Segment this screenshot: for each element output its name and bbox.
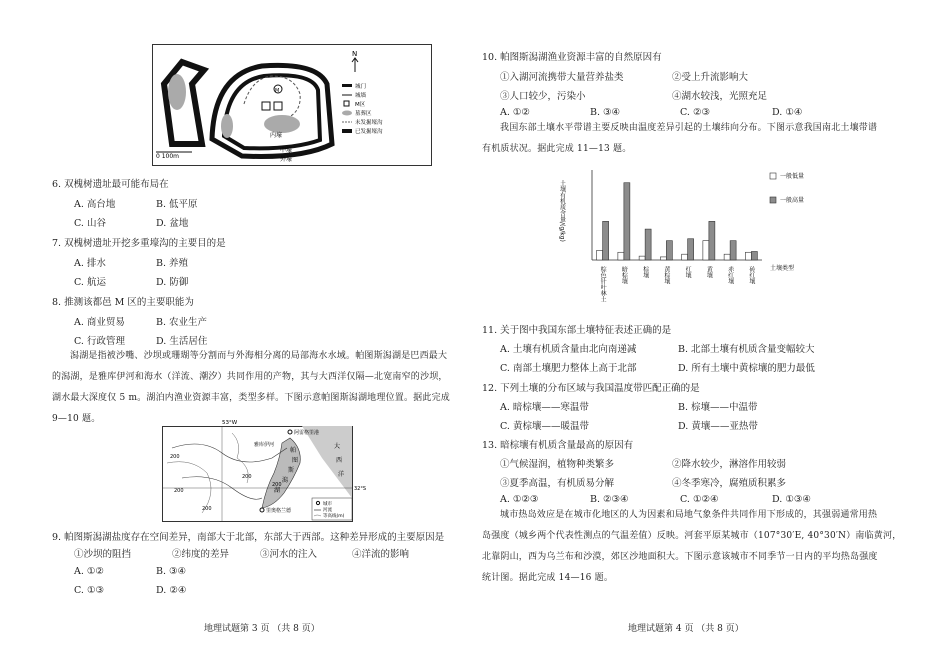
svg-text:城市: 城市 <box>323 502 332 507</box>
lagoon-map <box>162 418 410 522</box>
bar-low-6 <box>724 254 730 260</box>
q7-option-d[interactable]: D. 防御 <box>156 277 189 288</box>
legend-label-0: 一般低量 <box>780 173 805 180</box>
bar-low-0 <box>597 250 603 260</box>
x-tick-label-0: 棕色针叶林土 <box>599 266 607 302</box>
q8-stem: 8. 推测该都邑 M 区的主要职能为 <box>52 297 194 308</box>
x-tick-label-3: 黄棕壤 <box>662 266 670 284</box>
svg-text:城墙: 城墙 <box>355 93 367 99</box>
lon-label: 53°W <box>222 420 238 426</box>
q10-option-a[interactable]: A. ①② <box>500 107 530 118</box>
bar-high-7 <box>751 252 757 261</box>
x-tick-label-5: 黄壤 <box>705 266 713 278</box>
q9-option-d[interactable]: D. ②④ <box>156 585 187 596</box>
bar-low-5 <box>703 241 709 260</box>
svg-text:200: 200 <box>170 454 180 460</box>
x-axis-label: 土壤类型 <box>770 265 795 272</box>
bar-high-1 <box>624 183 630 260</box>
bar-low-7 <box>745 252 751 260</box>
q11-option-c[interactable]: C. 南部土壤肥力整体上高于北部 <box>500 363 637 374</box>
bar-high-2 <box>645 229 651 260</box>
north-arrow-label: N <box>352 50 358 58</box>
lat-label: 32°S <box>354 486 367 492</box>
q10-item-1: ①入湖河流携带大量营养盐类 <box>500 72 624 83</box>
q6-option-d[interactable]: D. 盆地 <box>156 218 189 229</box>
q8-option-b[interactable]: B. 农业生产 <box>156 317 208 328</box>
q11-option-d[interactable]: D. 所有土壤中黄棕壤的肥力最低 <box>678 363 815 374</box>
q10-option-d[interactable]: D. ①④ <box>772 107 803 118</box>
q11-option-b[interactable]: B. 北部土壤有机质含量变幅较大 <box>678 344 815 355</box>
bar-high-4 <box>688 239 694 260</box>
q7-option-b[interactable]: B. 养殖 <box>156 258 189 269</box>
q12-option-a[interactable]: A. 暗棕壤——寒温带 <box>500 402 589 413</box>
svg-text:墓葬区: 墓葬区 <box>355 111 372 117</box>
outer-trench-label: 外壕 <box>280 156 293 163</box>
svg-text:200: 200 <box>202 506 212 512</box>
svg-text:湖: 湖 <box>274 487 281 494</box>
q13-item-1: ①气候湿润，植物种类繁多 <box>500 459 615 470</box>
q6-stem: 6. 双槐树遗址最可能布局在 <box>52 179 169 190</box>
middle-trench-label: 中壕 <box>280 147 293 154</box>
svg-text:已发掘壕沟: 已发掘壕沟 <box>355 129 383 135</box>
q12-stem: 12. 下列土壤的分布区域与我国温度带匹配正确的是 <box>482 383 700 394</box>
svg-text:200: 200 <box>272 482 282 488</box>
q11-option-a[interactable]: A. 土壤有机质含量由北向南递减 <box>500 344 637 355</box>
svg-text:M: M <box>275 88 280 94</box>
q9-item-4: ④洋流的影响 <box>352 549 410 560</box>
site-map <box>152 44 432 166</box>
q7-stem: 7. 双槐树遗址开挖多重壕沟的主要目的是 <box>52 238 226 249</box>
svg-text:河流: 河流 <box>323 508 332 513</box>
q13-item-3: ③夏季高温，有机质易分解 <box>500 478 615 489</box>
q12-option-d[interactable]: D. 黄壤——亚热带 <box>678 421 758 432</box>
q7-option-c[interactable]: C. 航运 <box>74 277 106 288</box>
city-porto-alegre: 阿雷格里港 <box>294 430 320 436</box>
q6-option-b[interactable]: B. 低平原 <box>156 199 198 210</box>
scale-label: 0 100m <box>156 153 180 160</box>
svg-text:洋: 洋 <box>338 471 345 478</box>
q8-option-d[interactable]: D. 生活居住 <box>156 336 208 347</box>
q12-option-b[interactable]: B. 棕壤——中温带 <box>678 402 758 413</box>
q6-option-a[interactable]: A. 高台地 <box>74 199 116 210</box>
q13-stem: 13. 暗棕壤有机质含量最高的原因有 <box>482 440 634 451</box>
legend-swatch-1 <box>770 197 776 203</box>
svg-text:城门: 城门 <box>355 84 367 90</box>
inner-trench-label: 内壕 <box>270 132 283 139</box>
svg-text:斯: 斯 <box>288 467 295 474</box>
bar-high-3 <box>666 241 672 260</box>
x-tick-label-7: 砖红壤 <box>747 266 755 284</box>
q13-item-4: ④冬季寒冷，腐殖质积累多 <box>672 478 787 489</box>
m-zone-1 <box>262 102 270 110</box>
q10-item-2: ②受上升流影响大 <box>672 72 749 83</box>
bar-low-2 <box>639 256 645 260</box>
legend-label-1: 一般高量 <box>780 197 805 204</box>
river-label: 雅库伊河 <box>254 442 275 448</box>
svg-text:等高线(m): 等高线(m) <box>323 514 345 519</box>
q13-option-a[interactable]: A. ①②③ <box>500 494 539 505</box>
q10-option-b[interactable]: B. ③④ <box>590 107 621 118</box>
q9-option-c[interactable]: C. ①③ <box>74 585 105 596</box>
cemetery-area-2 <box>264 115 300 133</box>
q10-stem: 10. 帕图斯潟湖渔业资源丰富的自然原因有 <box>482 52 662 63</box>
passage-lagoon: 潟湖是指被沙嘴、沙坝或珊瑚等分割而与外海相分离的局部海水水域。帕图斯潟湖是巴西最大 的潟湖，是雅库伊河和海水（洋流、潮汐）共同作用的产物，其与大西洋仅隔—北宽南窄的沙坝， 湖水最大深度仅 5 m。湖泊内渔业资源丰富，类型多样。下图示意帕图斯潟湖地理位置。据此完成 9—10 题。 <box>52 351 450 424</box>
x-tick-label-6: 赤红壤 <box>726 266 734 284</box>
svg-text:200: 200 <box>174 488 184 494</box>
svg-text:图: 图 <box>292 457 299 464</box>
bar-high-5 <box>709 221 715 260</box>
q13-option-d[interactable]: D. ①③④ <box>772 494 811 505</box>
q13-item-2: ②降水较少，淋溶作用较弱 <box>672 459 787 470</box>
q9-item-2: ②纬度的差异 <box>172 549 230 560</box>
bar-high-0 <box>603 221 609 260</box>
svg-text:M区: M区 <box>355 102 366 108</box>
q10-item-4: ④湖水较浅，光照充足 <box>672 91 768 102</box>
cemetery-area-3 <box>221 114 233 138</box>
page-footer-4: 地理试题第 4 页 （共 8 页） <box>628 624 744 634</box>
q7-option-a[interactable]: A. 排水 <box>74 258 106 269</box>
q8-option-c[interactable]: C. 行政管理 <box>74 336 125 347</box>
q9-item-3: ③河水的注入 <box>260 549 318 560</box>
x-tick-label-2: 棕壤 <box>641 266 649 278</box>
x-tick-label-1: 暗棕壤 <box>620 266 628 284</box>
bar-low-1 <box>618 252 624 260</box>
passage-heat-island: 城市热岛效应是在城市化地区的人为因素和局地气象条件共同作用下形成的，其强弱通常用热 岛强度（城乡两个代表性测点的气温差值）反映。河套平原某城市（107°30′E, 40°30′N）南临黄河， 北靠阴山，西为乌兰布和沙漠，郊区沙地面积大。下图示意该城市不同季节一日内的平均热岛强度 统计图。据此完成 14—16 题。 <box>482 510 902 583</box>
x-tick-label-4: 红壤 <box>684 266 692 278</box>
y-axis-label: 土壤有机质含量/(g/kg) <box>558 180 566 242</box>
m-zone-2 <box>274 102 282 110</box>
svg-text:潟: 潟 <box>282 477 289 484</box>
bar-high-6 <box>730 241 736 260</box>
legend-swatch-0 <box>770 173 776 179</box>
svg-text:西: 西 <box>336 457 343 464</box>
q9-stem: 9. 帕图斯潟湖盐度存在空间差异，南部大于北部，东部大于西部。这种差异形成的主要原因是 <box>52 532 445 543</box>
passage-soil: 我国东部土壤水平带谱主要反映由温度差异引起的土壤纬向分布。下图示意我国南北土壤带谱 有机质状况。据此完成 11—13 题。 <box>482 123 878 154</box>
svg-text:帕: 帕 <box>290 447 297 454</box>
map2-legend <box>312 498 352 520</box>
q11-stem: 11. 关于图中我国东部土壤特征表述正确的是 <box>482 325 672 336</box>
q9-item-1: ①沙坝的阻挡 <box>74 549 132 560</box>
city-rio-grande: 里奥格兰德 <box>266 508 292 514</box>
bar-low-4 <box>682 254 688 260</box>
q9-option-a[interactable]: A. ①② <box>74 566 104 577</box>
q8-option-a[interactable]: A. 商业贸易 <box>74 317 125 328</box>
q13-option-c[interactable]: C. ①②④ <box>680 494 719 505</box>
q9-option-b[interactable]: B. ③④ <box>156 566 187 577</box>
q10-item-3: ③人口较少，污染小 <box>500 91 586 102</box>
svg-text:大: 大 <box>334 443 341 450</box>
cemetery-area-1 <box>168 74 186 110</box>
svg-text:200: 200 <box>242 474 252 480</box>
svg-text:未发掘壕沟: 未发掘壕沟 <box>355 120 383 126</box>
q6-option-c[interactable]: C. 山谷 <box>74 218 106 229</box>
q12-option-c[interactable]: C. 黄棕壤——暖温带 <box>500 421 589 432</box>
q13-option-b[interactable]: B. ②③④ <box>590 494 629 505</box>
page-footer-3: 地理试题第 3 页 （共 8 页） <box>204 624 320 634</box>
q10-option-c[interactable]: C. ②③ <box>680 107 711 118</box>
bar-low-3 <box>660 257 666 260</box>
soil-organic-matter-chart <box>552 160 852 310</box>
